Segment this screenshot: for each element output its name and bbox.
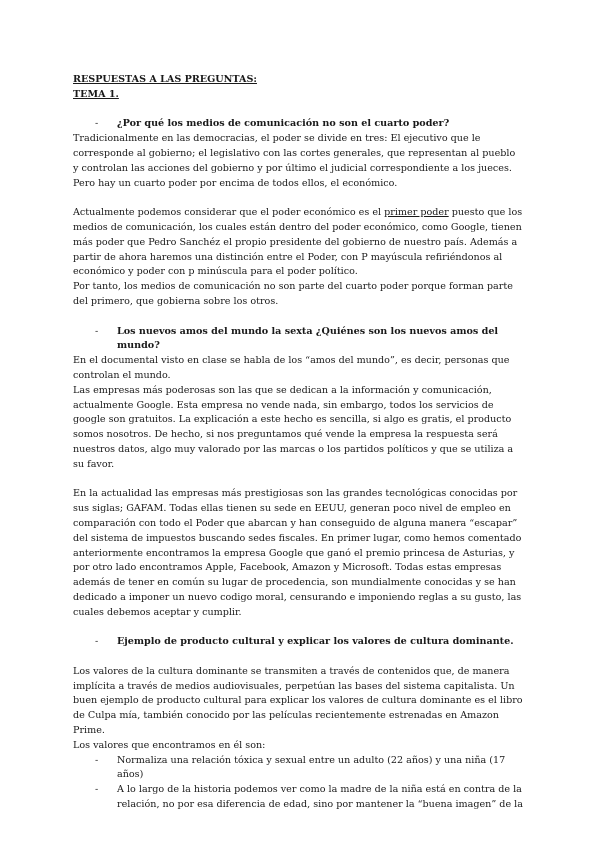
question-3 (73, 635, 523, 650)
paragraph (73, 206, 523, 280)
bullet-dash: - (95, 118, 99, 130)
bullet-dash: - (95, 754, 99, 766)
list-item-text: Normaliza una relación tóxica y sexual entre un adulto (22 años) y una niña (17 años) (117, 754, 506, 781)
bullet-dash: - (95, 325, 99, 337)
list-item (73, 783, 523, 813)
question-1 (73, 117, 523, 132)
list-item-text: A lo largo de la historia podemos ver como la madre de la niña está en contra de la relación, no por esa diferencia de edad, sino por mantener la “buena imagen” de la (117, 784, 523, 811)
paragraph: Tradicionalmente en las democracias, el poder se divide en tres: El ejecutivo que le corresponde al gobierno; el legislativo con las cortes generales, que representan al pueblo y controlan las acciones del gobierno y por último el judicial correspondiente a los jueces. Pero hay un cuarto poder por encima de todos ellos, el económico. (73, 133, 516, 189)
paragraph: En la actualidad las empresas más prestigiosas son las grandes tecnológicas conocidas por sus siglas; GAFAM. Todas ellas tienen su sede en EEUU, generan poco nivel de empleo en comparación con todo el Poder que abarcan y han conseguido de alguna manera “escapar” del sistema de impuestos buscando sedes fiscales. En primer lugar, como hemos comentado anteriormente encontramos la empresa Google que ganó el premio princesa de Asturias, y por otro lado encontramos Apple, Facebook, Amazon y Microsoft. Todas estas empresas además de tener en común su lugar de procedencia, son mundialmente conocidas y se han dedicado a imponer un nuevo codigo moral, censurando e imponiendo reglas a su gusto, las cuales debemos aceptar y cumplir. (73, 488, 522, 618)
document-body (73, 73, 523, 813)
paragraph: Los valores que encontramos en él son: (73, 739, 266, 751)
question-2 (73, 325, 523, 355)
underlined-term: primer poder (384, 207, 449, 219)
question-1-text: ¿Por qué los medios de comunicación no son el cuarto poder? (117, 118, 450, 130)
question-3-text: Ejemplo de producto cultural y explicar los valores de cultura dominante. (117, 636, 514, 648)
bullet-dash: - (95, 636, 99, 648)
list-item (73, 754, 523, 784)
paragraph-text: puesto que los medios de comunicación, los cuales están dentro del poder económico, como Google, tienen más poder que Pedro Sanchéz el propio presidente del gobierno de nuestro país. Además a partir de ahora haremos una distinción entre el Poder, con P mayúscula refiriéndonos al económico y poder con p minúscula para el poder político. (73, 207, 523, 278)
document-title: RESPUESTAS A LAS PREGUNTAS: (73, 74, 257, 85)
paragraph: En el documental visto en clase se habla de los “amos del mundo”, es decir, personas que controlan el mundo. (73, 355, 510, 381)
question-2-text: Los nuevos amos del mundo la sexta ¿Quiénes son los nuevos amos del mundo? (117, 325, 499, 352)
bullet-dash: - (95, 784, 99, 796)
paragraph: Por tanto, los medios de comunicación no son parte del cuarto poder porque forman parte del primero, que gobierna sobre los otros. (73, 281, 513, 307)
paragraph-text: Actualmente podemos considerar que el poder económico es el (73, 207, 385, 219)
topic-heading: TEMA 1. (73, 88, 119, 100)
paragraph: Los valores de la cultura dominante se transmiten a través de contenidos que, de manera implícita a través de medios audiovisuales, perpetúan las bases del sistema capitalista. Un buen ejemplo de producto cultural para explicar los valores de cultura dominante es el libro de Culpa mía, también conocido por las películas recientemente estrenadas en Amazon Prime. (73, 665, 523, 737)
paragraph: Las empresas más poderosas son las que se dedican a la información y comunicación, actualmente Google. Esta empresa no vende nada, sin embargo, todos los servicios de google son gratuitos. La explicación a este hecho es sencilla, si algo es gratis, el producto somos nosotros. De hecho, si nos preguntamos qué vende la empresa la respuesta será nuestros datos, algo muy valorado por las marcas o los partidos políticos y que se utiliza a su favor. (73, 384, 514, 470)
